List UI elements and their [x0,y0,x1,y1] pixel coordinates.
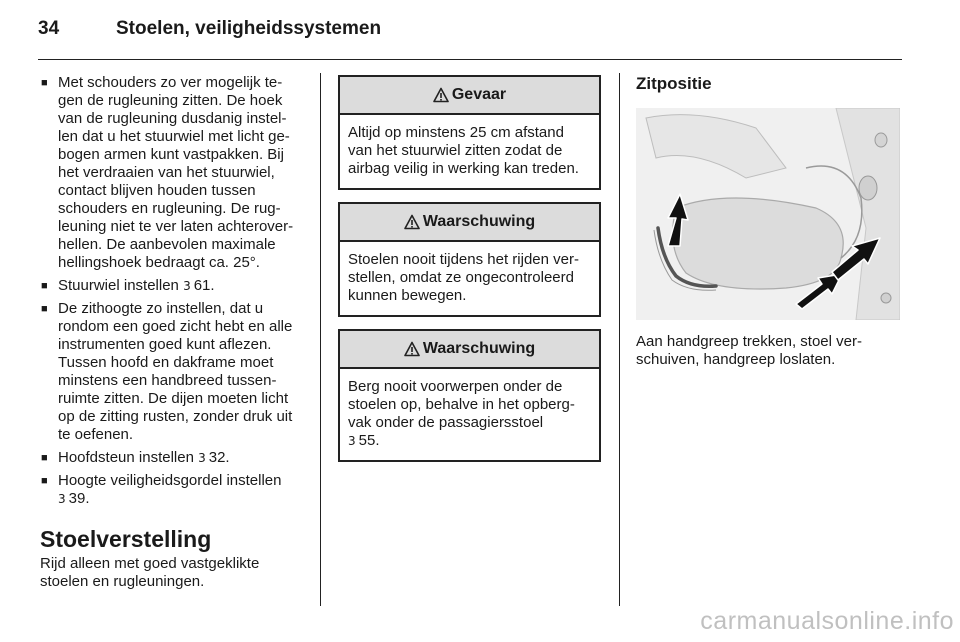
right-column [636,74,902,368]
warning-box-text: Stoelen nooit tijdens het rijden ver-stellen, omdat ze ongecontroleerd kunnen bewegen. [348,251,579,304]
reference-arrow-icon: 3 [198,451,206,465]
warning-box-text-container [340,369,599,460]
section-text: Rijd alleen met goed vastgeklikte stoelen en rugleuningen. [40,555,260,590]
warning-box [338,329,601,462]
page-title: Stoelen, veiligheidssystemen [116,18,382,39]
danger-box-title: Gevaar [451,86,507,103]
bullet-list [40,74,306,508]
bullet-item: ■ Stuurwiel instellen 3 61. [40,277,306,295]
header-rule [38,59,902,60]
warning-triangle-icon [404,341,420,357]
warning-box-title: Waarschuwing [422,213,536,230]
page-reference-link[interactable]: 39. [68,490,90,507]
warning-box-text: Berg nooit voorwerpen onder de stoelen op, behalve in het opberg-vak onder de passagiersstoel [348,378,575,431]
danger-box-header [340,77,599,115]
reference-arrow-icon: 3 [58,492,66,506]
seat-adjustment-illustration [636,108,900,320]
bullet-item: ■ Hoogte veiligheidsgordel instellen 3 39. [40,472,306,508]
warning-triangle-icon [433,87,449,103]
section-heading: Stoelverstelling [40,526,212,552]
middle-column [338,75,601,474]
bullet-item: ■ Met schouders zo ver mogelijk te-gen de rugleuning zitten. De hoek van de rugleuning dusdanig instel-len dat u het stuurwiel met licht ge-bogen armen kunt vastpakken. Bij het verdraaien van het stuurwiel, contact blijven houden tussen schouders en rugleuning. De rug-leuning niet te ver laten achterover-hellen. De aanbevolen maximale hellingshoek bedraagt ca. 25°. [40,74,306,272]
figure-caption: Aan handgreep trekken, stoel ver-schuiven, handgreep loslaten. [636,333,862,368]
page-reference-link[interactable]: 32. [208,449,230,466]
warning-box-header [340,331,599,369]
reference-arrow-icon: 3 [183,279,191,293]
warning-triangle-icon [404,214,420,230]
page-reference-link[interactable]: 55. [358,432,380,449]
subsection-heading: Zitpositie [636,74,712,93]
column-divider-right [619,73,620,606]
reference-arrow-icon: 3 [348,434,356,448]
left-column [40,74,306,591]
bullet-item: ■ Hoofdsteun instellen 3 32. [40,449,306,467]
bullet-item: ■ De zithoogte zo instellen, dat u rondom een goed zicht hebt en alle instrumenten goed kunt aflezen. Tussen hoofd en dakframe moet minstens een handbreed tussen-ruimte zitten. De dijen moeten licht op de zitting rusten, zonder druk uit te oefenen. [40,300,306,444]
page-reference-link[interactable]: 61. [193,277,215,294]
warning-box [338,202,601,317]
page-header [38,18,902,48]
danger-box [338,75,601,190]
warning-box-title: Waarschuwing [422,340,536,357]
warning-box-header [340,204,599,242]
danger-box-text: Altijd op minstens 25 cm afstand van het stuurwiel zitten zodat de airbag veilig in werking kan treden. [348,124,579,177]
watermark: carmanualsonline.info [700,607,954,635]
column-divider-left [320,73,321,606]
page-number: 34 [38,18,60,39]
